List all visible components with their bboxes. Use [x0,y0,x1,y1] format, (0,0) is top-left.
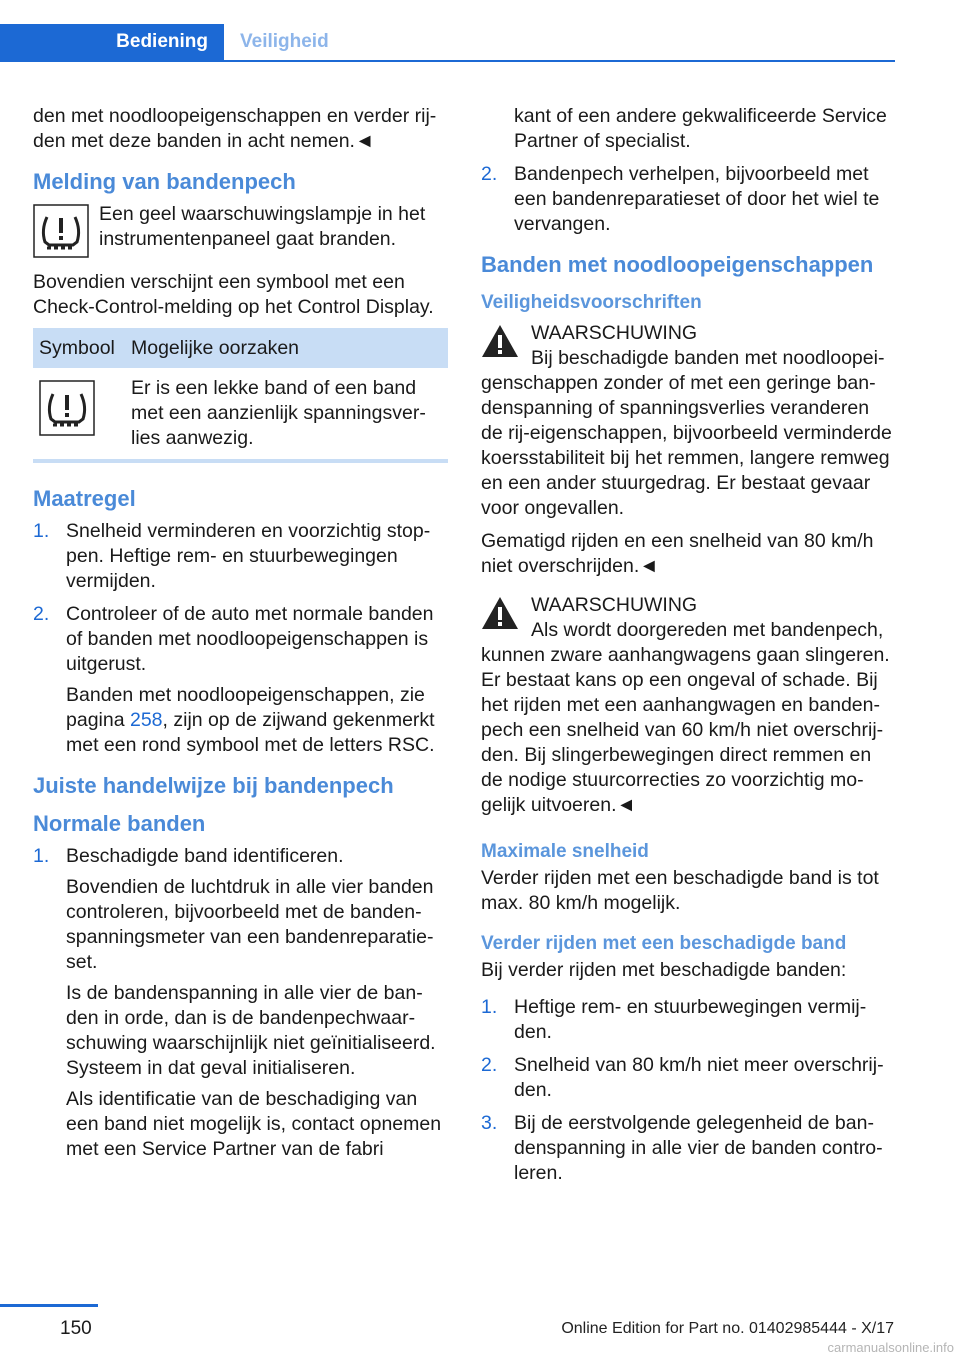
list-item [481,1111,895,1186]
left-column [33,104,448,1170]
heading-verder-rijden: Verder rijden met een beschadigde band [481,933,847,954]
step-number: 1. [33,845,50,867]
step-text: Bandenpech verhelpen, bijvoorbeeld met een bandenreparatieset of door het wiel te vervangen. [514,163,880,235]
section-tabs [0,24,895,62]
heading-normale-banden: Normale banden [33,811,206,836]
step-text: Snelheid van 80 km/h niet meer overschrijden. [514,1054,884,1101]
max-snelheid-text: Verder rijden met een beschadigde band is tot max. 80 km/h mogelijk. [481,867,879,914]
step-text: Heftige rem- en stuurbewegingen vermijden. [514,996,867,1043]
symbol-table [33,328,448,463]
tire-pressure-warning-icon [33,204,89,265]
step-number: 3. [481,1112,498,1134]
rsc-note [66,683,448,758]
list-item [481,995,895,1045]
step-number: 2. [33,603,50,625]
warning-block-1 [481,321,895,521]
warning-title: WAARSCHUWING [531,594,698,616]
page-number: 150 [60,1318,92,1339]
heading-maximale-snelheid: Maximale snelheid [481,841,649,862]
gematigd-text: Gematigd rijden en een snelheid van 80 km/h niet overschrijden.◄ [481,530,874,577]
warning-triangle-icon [481,324,519,365]
rsc-note-before: Banden met noodloopeigenschappen, zie pagina [66,684,425,731]
verder-steps [481,995,895,1186]
tab-veiligheid[interactable]: Veiligheid [240,31,329,52]
warning-text: Als wordt doorgereden met bandenpech, kunnen zware aanhangwagens gaan slingeren. Er bestaat kans op een ongeval of schade. Bij het rijden met een aanhangwagen en bandenpech een snelheid van 60 km/h niet overschrijden. Bij slingerbewegingen direct remmen en de nodige stuurcorrecties zo voorzichtig mogelijk uitvoeren.◄ [481,619,890,816]
step-text: Controleer of de auto met normale banden of banden met noodloopeigenschappen is uitgerust. [66,603,434,675]
step-number: 2. [481,1054,498,1076]
step-text: Bij de eerstvolgende gelegenheid de bandenspanning in alle vier de banden controleren. [514,1112,883,1184]
table-row [33,368,448,461]
intro-text: den met noodloopeigenschappen en verder rijden met deze banden in acht nemen.◄ [33,105,437,152]
step-detail: Is de bandenspanning in alle vier de banden in orde, dan is de bandenpechwaarschuwing waarschijnlijk niet geïnitialiseerd. Systeem in dat geval initialiseren. [66,982,436,1079]
continued-text: kant of een andere gekwalificeerde Service Partner of specialist. [514,105,887,152]
heading-melding-bandenpech: Melding van bandenpech [33,169,296,194]
watermark: carmanualsonline.info [827,1340,954,1355]
step-detail: Als identificatie van de beschadiging van een band niet mogelijk is, contact opnemen met een Service Partner van de fabri [66,1088,442,1160]
footer-rule [0,1304,98,1307]
melding-icon-row [33,202,448,262]
list-item [33,602,448,758]
step-number: 1. [481,996,498,1018]
heading-maatregel: Maatregel [33,486,136,511]
list-item [33,519,448,594]
check-control-text: Bovendien verschijnt een symbool met een Check-Control-melding op het Control Display. [33,271,434,318]
tire-pressure-warning-icon [39,380,95,436]
step-number: 1. [33,520,50,542]
tab-bediening[interactable]: Bediening [0,24,224,60]
list-item [33,844,448,1162]
table-header-oorzaken: Mogelijke oorzaken [125,328,448,368]
right-column [481,104,895,1194]
list-item [481,1053,895,1103]
bandenpech-steps [481,162,895,237]
normale-steps [33,844,448,1162]
heading-veiligheidsvoorschriften: Veiligheidsvoorschriften [481,292,702,313]
step-detail: Bovendien de luchtdruk in alle vier banden controleren, bijvoorbeeld met de bandenspanningsmeter van een bandenreparatieset. [66,876,434,973]
list-item [481,162,895,237]
step-text: Snelheid verminderen en voorzichtig stoppen. Heftige rem- en stuurbewegingen vermijden. [66,520,431,592]
edition-note: Online Edition for Part no. 01402985444 - X/17 [561,1320,894,1337]
heading-rsc-banden: Banden met noodloopeigenschappen [481,252,874,277]
warning-text: Bij beschadigde banden met noodloopeigenschappen zonder of met een geringe bandenspanning of spanningsverlies veranderen de rij-eigenschappen, bijvoorbeeld verminderde koersstabiliteit bij het remmen, langere remweg en een ander stuurgedrag. Er bestaat gevaar voor ongevallen. [481,347,892,519]
step-number: 2. [481,163,498,185]
warning-triangle-icon [481,596,519,637]
verder-rijden-text: Bij verder rijden met beschadigde banden: [481,959,847,981]
table-cause-cell: Er is een lekke band of een band met een aanzienlijk spanningsverlies aanwezig. [125,368,448,461]
page-reference-link[interactable]: 258 [129,709,163,731]
melding-icon-text: Een geel waarschuwingslampje in het instrumentenpaneel gaat branden. [99,203,426,250]
warning-title: WAARSCHUWING [531,322,698,344]
table-icon-cell [33,368,125,461]
rsc-note-after: , zijn op de zijwand gekenmerkt met een rond symbool met de letters RSC. [66,709,435,756]
maatregel-steps [33,519,448,758]
heading-juiste-handelwijze: Juiste handelwijze bij bandenpech [33,773,394,798]
step-text: Beschadigde band identificeren. [66,845,344,867]
table-header-symbool: Symbool [33,328,125,368]
warning-block-2 [481,593,895,818]
